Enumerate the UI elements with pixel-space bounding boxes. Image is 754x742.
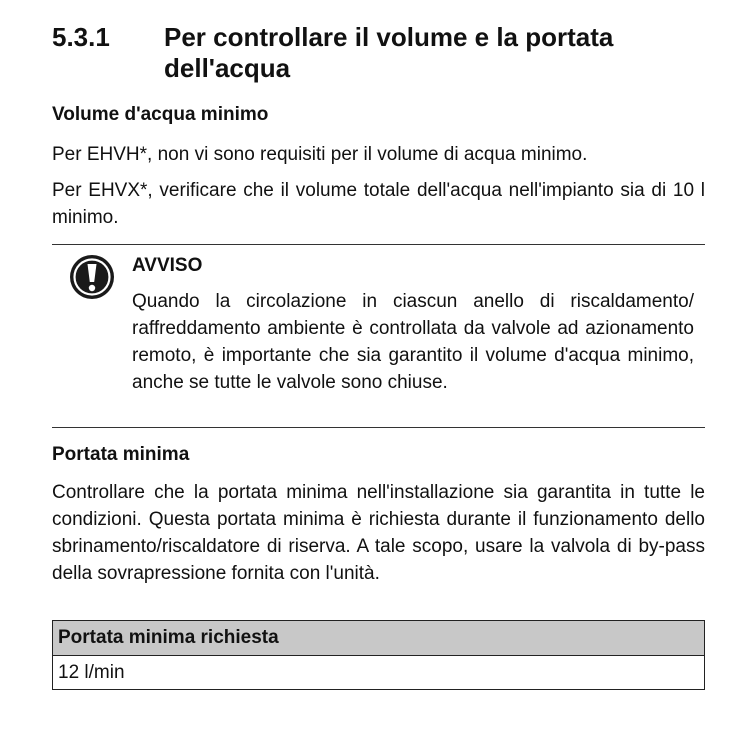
min-volume-paragraph-1: Per EHVH*, non vi sono requisiti per il volume di acqua minimo.: [52, 144, 588, 165]
table-value-cell: 12 l/min: [53, 656, 705, 690]
min-flow-heading: Portata minima: [52, 444, 190, 465]
notice-box: [52, 244, 705, 428]
section-title: Per controllare il volume e la portata dell'acqua: [164, 22, 614, 83]
min-volume-paragraph-2: Per EHVX*, verificare che il volume totale dell'acqua nell'impianto sia di 10 l minimo.: [52, 180, 705, 228]
table-header-row: [53, 621, 705, 656]
exclamation-circle-icon: [68, 253, 116, 301]
notice-title: AVVISO: [132, 255, 203, 276]
section-number: 5.3.1: [52, 22, 110, 52]
notice-text: Quando la circolazione in ciascun anello di riscaldamento/ raffreddamento ambiente è controllata da valvole ad azionamento remoto, è importante che sia garantito il volume d'acqua minimo, anche se tutte le valvole sono chiuse.: [132, 291, 694, 393]
section-heading: [52, 22, 712, 84]
requirements-table: [52, 620, 705, 690]
min-flow-paragraph: Controllare che la portata minima nell'installazione sia garantita in tutte le condizioni. Questa portata minima è richiesta durante il funzionamento dello sbrinamento/riscaldatore di riserva. A tale scopo, usare la valvola di by-pass della sovrapressione fornita con l'unità.: [52, 482, 705, 584]
min-volume-heading: Volume d'acqua minimo: [52, 104, 269, 125]
table-row: [53, 656, 705, 690]
table-header-cell: Portata minima richiesta: [53, 621, 705, 656]
